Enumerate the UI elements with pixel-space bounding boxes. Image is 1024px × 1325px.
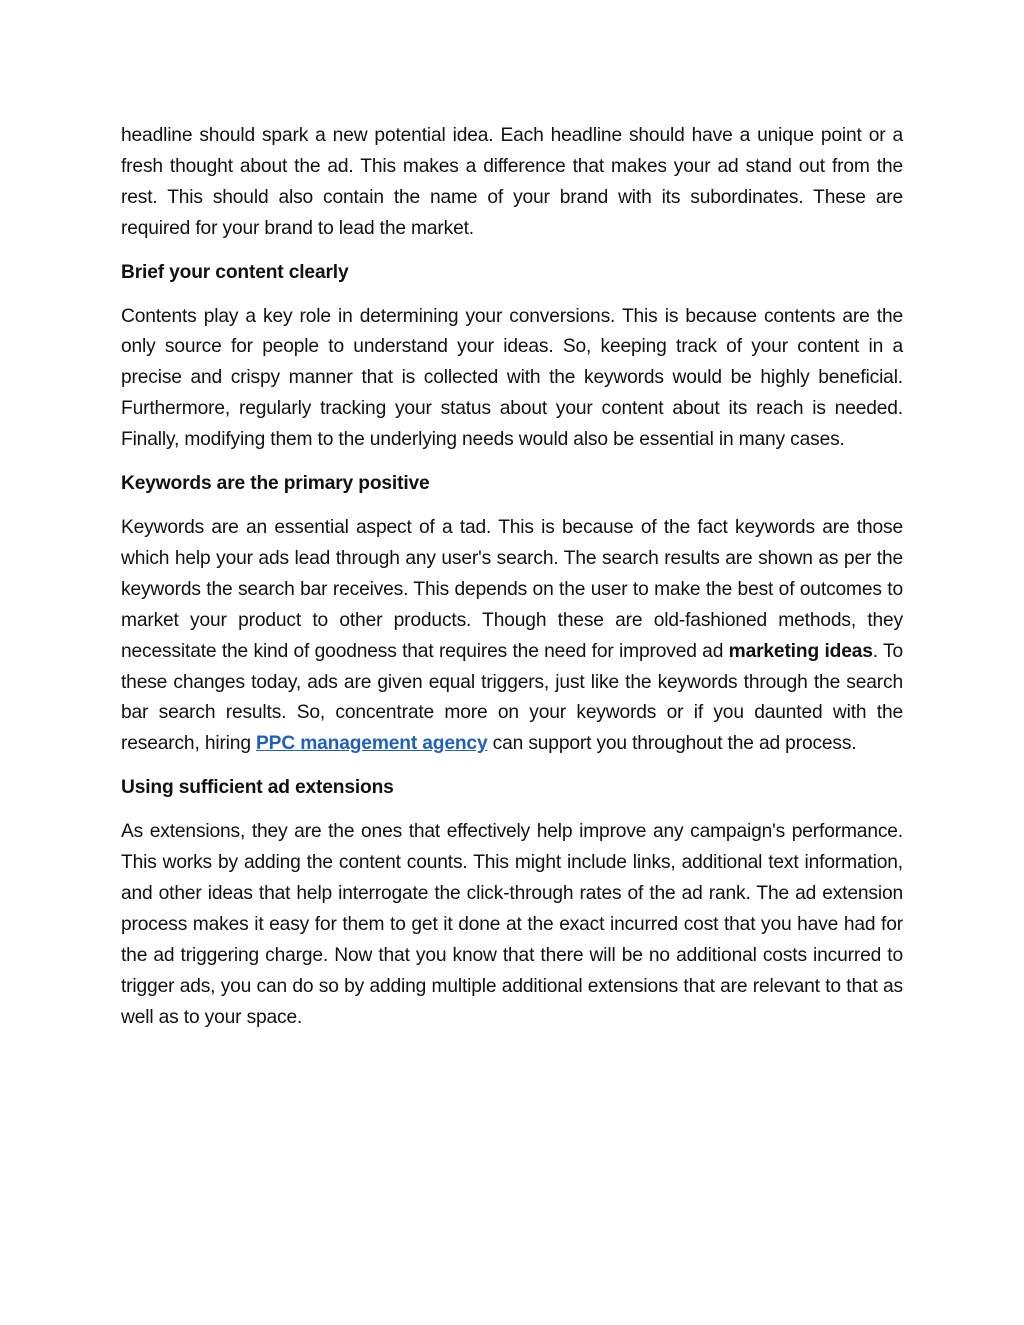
heading-ad-extensions: Using sufficient ad extensions [121, 777, 394, 799]
keywords-text-part1: Keywords are an essential aspect of a tad. This is because of the fact keywords are those which help your ads lead through any user's search. The search results are shown as per the keywords the search bar receives. This depends on the user to make the best of outcomes to market your product to other products. Though these are old-fashioned methods, they necessitate the kind of goodness that requires the need for improved ad [121, 516, 903, 662]
ppc-agency-link[interactable]: PPC management agency [256, 733, 488, 755]
keywords-paragraph [121, 513, 903, 760]
marketing-ideas-bold: marketing ideas [728, 640, 873, 662]
extensions-paragraph: As extensions, they are the ones that effectively help improve any campaign's performance. This works by adding the content counts. This might include links, additional text information, and other ideas that help interrogate the click-through rates of the ad rank. The ad extension process makes it easy for them to get it done at the exact incurred cost that you have had for the ad triggering charge. Now that you know that there will be no additional costs incurred to trigger ads, you can do so by adding multiple additional extensions that are relevant to that as well as to your space. [121, 821, 903, 1028]
heading-brief-content: Brief your content clearly [121, 261, 349, 283]
keywords-text-part2: . To these changes today, ads are given equal triggers, just like the keywords through the search bar search results. So, concentrate more on your keywords or if you daunted with the research, hiring [121, 640, 903, 755]
intro-paragraph: headline should spark a new potential idea. Each headline should have a unique point or a fresh thought about the ad. This makes a difference that makes your ad stand out from the rest. This should also contain the name of your brand with its subordinates. These are required for your brand to lead the market. [121, 125, 903, 239]
document-page [121, 121, 903, 1033]
keywords-text-part3: can support you throughout the ad process. [487, 733, 857, 755]
content-paragraph: Contents play a key role in determining your conversions. This is because contents are the only source for people to understand your ideas. So, keeping track of your content in a precise and crispy manner that is collected with the keywords would be highly beneficial. Furthermore, regularly tracking your status about your content about its reach is needed. Finally, modifying them to the underlying needs would also be essential in many cases. [121, 305, 903, 451]
heading-keywords: Keywords are the primary positive [121, 473, 430, 495]
